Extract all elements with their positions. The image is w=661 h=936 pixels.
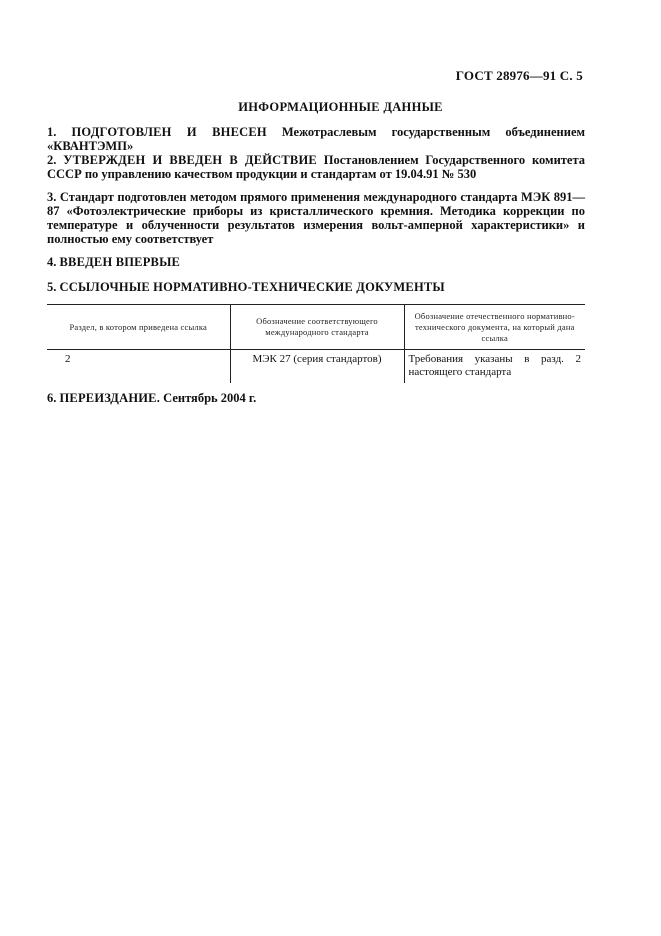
item-number: 1. — [47, 125, 57, 139]
cell-international-standard: МЭК 27 (серия стандартов) — [230, 350, 404, 384]
info-item-3 — [47, 190, 585, 246]
item-number: 2. — [47, 153, 57, 167]
column-header-national-document: Обозначение отечественного нормативно-технического документа, на который дана ссылка — [404, 305, 585, 350]
cell-national-document: Требования указаны в разд. 2 настоящего стандарта — [404, 350, 585, 384]
item-text: Постановлением Государственного комитета СССР по управлению качеством продукции и стандартам от 19.04.91 № 530 — [47, 153, 586, 181]
item-lead: ПОДГОТОВЛЕН И ВНЕСЕН — [71, 125, 267, 139]
page-header: ГОСТ 28976—91 С. 5 — [455, 68, 583, 83]
info-item-4 — [47, 255, 585, 269]
item-number: 6. — [47, 391, 57, 405]
item-lead: ПЕРЕИЗДАНИЕ. — [59, 391, 161, 405]
info-item-6 — [47, 391, 585, 405]
references-table — [47, 304, 585, 383]
item-text: Межотраслевым государственным объединением «КВАНТЭМП» — [47, 125, 586, 153]
info-item-1 — [47, 125, 585, 153]
item-number: 3. — [47, 190, 57, 204]
item-lead: УТВЕРЖДЕН И ВВЕДЕН В ДЕЙСТВИЕ — [63, 153, 317, 167]
table-row — [47, 350, 585, 384]
info-item-5 — [47, 280, 585, 294]
item-text: Сентябрь 2004 г. — [160, 391, 257, 405]
cell-section: 2 — [65, 353, 71, 365]
item-number: 5. — [47, 280, 57, 294]
item-lead: ССЫЛОЧНЫЕ НОРМАТИВНО-ТЕХНИЧЕСКИЕ ДОКУМЕНТЫ — [59, 280, 445, 294]
table-header-row — [47, 305, 585, 350]
column-header-section: Раздел, в котором приведена ссылка — [47, 305, 230, 350]
item-lead: ВВЕДЕН ВПЕРВЫЕ — [59, 255, 181, 269]
item-number: 4. — [47, 255, 57, 269]
column-header-international-standard: Обозначение соответствующего международного стандарта — [230, 305, 404, 350]
info-item-2 — [47, 153, 585, 181]
item-text: Стандарт подготовлен методом прямого применения международного стандарта МЭК 891—87 «Фотоэлектрические приборы из кристаллического кремния. Методика коррекции по температуре и облученности результатов измерения вольт-амперной характеристики» и полностью ему соответствует — [47, 190, 586, 246]
document-title: ИНФОРМАЦИОННЫЕ ДАННЫЕ — [238, 100, 443, 114]
